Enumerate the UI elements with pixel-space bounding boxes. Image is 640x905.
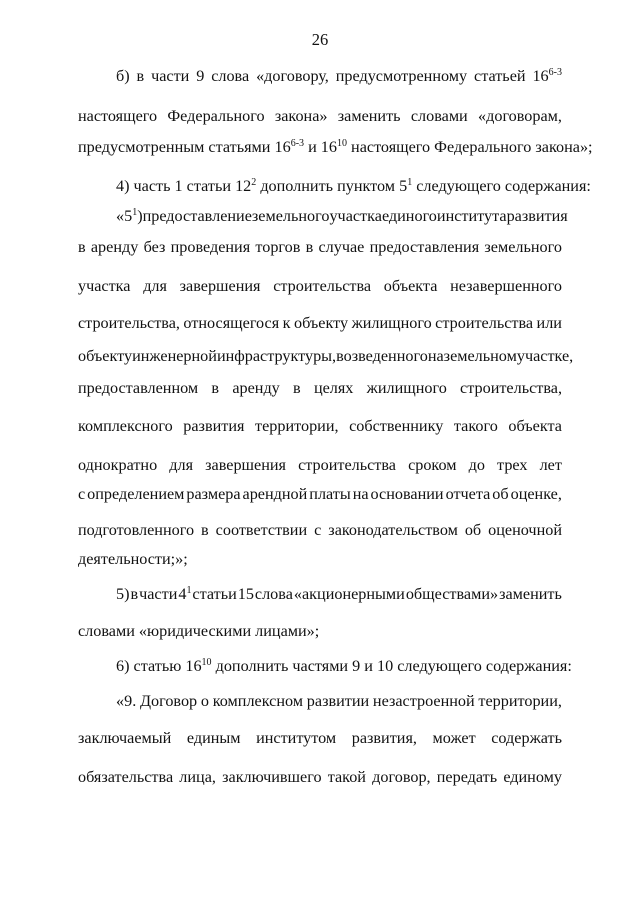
word: территории,	[478, 692, 562, 710]
word: до	[468, 456, 485, 474]
word: целях	[313, 379, 354, 397]
word: размера	[186, 485, 241, 503]
word: отчета	[445, 485, 491, 503]
word: статьи	[192, 585, 237, 603]
word: участке,	[516, 347, 574, 365]
word: комплексном	[212, 692, 304, 710]
word: 9	[196, 67, 205, 85]
paragraph-b-line-2	[78, 106, 562, 126]
paragraph-5-1-line-11: деятельности;»;	[78, 550, 188, 568]
paragraph-5-1-line-5	[78, 346, 574, 366]
paragraph-5-1-line-4	[78, 313, 562, 333]
word: в	[136, 67, 145, 85]
word: завершения	[205, 456, 286, 474]
page-number: 26	[311, 30, 329, 49]
word: незастроенной	[372, 692, 475, 710]
word: может	[432, 729, 476, 747]
paragraph-4-line-1: 4) часть 1 статьи $12^2$ дополнить пунктом $5^1$ следующего содержания:	[116, 177, 591, 195]
word: института	[436, 207, 507, 225]
word: комплексного	[78, 417, 173, 435]
word: б)	[116, 67, 130, 85]
paragraph-5-1-line-8	[78, 455, 562, 475]
word: 15	[237, 585, 254, 603]
word: или	[536, 314, 562, 332]
paragraph-5-line-1	[116, 584, 562, 604]
word: с	[314, 521, 322, 539]
word: незавершенного	[450, 277, 562, 295]
word: инженерной	[132, 347, 217, 365]
word: развитии	[306, 692, 370, 710]
paragraph-b-line-1	[116, 66, 562, 86]
word: строительства,	[460, 379, 562, 397]
word: словами	[410, 107, 468, 125]
word: в	[211, 379, 220, 397]
word: предоставления	[369, 238, 480, 256]
word: сроком	[408, 456, 457, 474]
paragraph-9-line-2	[78, 728, 562, 748]
word: «договору,	[256, 67, 329, 85]
paragraph-5-1-line-6	[78, 378, 562, 398]
word: строительства	[273, 277, 372, 295]
word: «9.	[116, 692, 137, 710]
word: объекту	[78, 347, 133, 365]
word: относящегося	[183, 314, 280, 332]
word: жилищного	[351, 314, 432, 332]
word: развития	[183, 417, 245, 435]
word: завершения	[179, 277, 261, 295]
paragraph-9-line-1	[116, 691, 562, 711]
paragraph-9-line-3	[78, 767, 562, 787]
word: торгов	[255, 238, 301, 256]
word: $4^1$	[178, 585, 192, 603]
word: арендной	[242, 485, 308, 503]
word: в	[78, 238, 86, 256]
word: строительства	[298, 456, 396, 474]
word: заключаемый	[78, 729, 172, 747]
word: на	[427, 347, 444, 365]
word: содержать	[491, 729, 562, 747]
word: такого	[453, 417, 498, 435]
paragraph-5-line-2: словами «юридическими лицами»;	[78, 622, 320, 640]
word: заменить	[337, 107, 401, 125]
word: единым	[186, 729, 241, 747]
paragraph-5-1-line-1	[116, 206, 568, 226]
word: строительства,	[78, 314, 180, 332]
word: заменить	[499, 585, 562, 603]
word: однократно	[78, 456, 158, 474]
word: заключившего	[222, 768, 322, 786]
word: лица,	[179, 768, 216, 786]
word: инфраструктуры,	[216, 347, 337, 365]
word: с	[78, 485, 86, 503]
word: проведения	[170, 238, 251, 256]
paragraph-5-1-line-10	[78, 520, 562, 540]
word: в	[130, 585, 139, 603]
word: лет	[539, 456, 562, 474]
word: оценке,	[510, 485, 562, 503]
word: Федерального	[167, 107, 265, 125]
word: развития	[506, 207, 568, 225]
word: предусмотренному	[335, 67, 468, 85]
word: «договорам,	[478, 107, 562, 125]
word: собственнику	[349, 417, 444, 435]
word: строительства	[435, 314, 534, 332]
word: объекта	[383, 277, 438, 295]
word: части	[139, 585, 178, 603]
word: законодательством	[328, 521, 458, 539]
word: единого	[381, 207, 437, 225]
word: оценочной	[488, 521, 562, 539]
word: трех	[497, 456, 528, 474]
word: земельного	[484, 238, 562, 256]
word: предоставление	[142, 207, 252, 225]
word: договор,	[372, 768, 431, 786]
word: о	[200, 692, 209, 710]
word: участка	[78, 277, 131, 295]
word: участка	[329, 207, 382, 225]
word: слова	[211, 67, 250, 85]
paragraph-5-1-line-2	[78, 237, 562, 257]
word: 16$^{6-3}$	[532, 67, 562, 85]
word: жилищного	[366, 379, 447, 397]
word: в	[305, 238, 314, 256]
word: в	[293, 379, 301, 397]
paragraph-5-1-line-7	[78, 416, 562, 436]
word: объекту	[294, 314, 349, 332]
word: единому	[503, 768, 562, 786]
paragraph-6-line-1: 6) статью $16^{10}$ дополнить частями 9 и 10 следующего содержания:	[116, 657, 572, 675]
word: обществами»	[405, 585, 499, 603]
word: объекта	[508, 417, 562, 435]
word: Договор	[139, 692, 198, 710]
word: предоставленном	[78, 379, 199, 397]
word: об	[492, 485, 509, 503]
word: земельного	[251, 207, 330, 225]
word: возведенного	[336, 347, 428, 365]
word: 5)	[116, 585, 130, 603]
word: на	[352, 485, 369, 503]
word: передать	[436, 768, 498, 786]
word: территории,	[255, 417, 339, 435]
word: определением	[87, 485, 185, 503]
word: для	[143, 277, 167, 295]
word: подготовленного	[78, 521, 195, 539]
paragraph-5-1-line-3	[78, 276, 562, 296]
word: статьей	[474, 67, 526, 85]
word: закона»	[274, 107, 328, 125]
word: такой	[327, 768, 366, 786]
word: слова	[254, 585, 293, 603]
word: случае	[318, 238, 365, 256]
word: к	[282, 314, 291, 332]
word: аренду	[232, 379, 280, 397]
paragraph-b-line-3: предусмотренным статьями 16$^{6-3}$ и $16^{10}$ настоящего Федерального закона»;	[78, 138, 593, 156]
word: части	[151, 67, 190, 85]
word: об	[464, 521, 482, 539]
word: соответствии	[215, 521, 308, 539]
word: для	[169, 456, 194, 474]
word: развития,	[351, 729, 417, 747]
word: земельном	[443, 347, 517, 365]
word: без	[143, 238, 166, 256]
word: обязательства	[78, 768, 174, 786]
word: «$5^1$)	[116, 207, 143, 225]
word: институтом	[256, 729, 337, 747]
word: настоящего	[78, 107, 158, 125]
word: платы	[309, 485, 351, 503]
word: аренду	[90, 238, 139, 256]
word: в	[201, 521, 209, 539]
word: основании	[370, 485, 444, 503]
word: «акционерными	[293, 585, 405, 603]
paragraph-5-1-line-9	[78, 484, 562, 504]
